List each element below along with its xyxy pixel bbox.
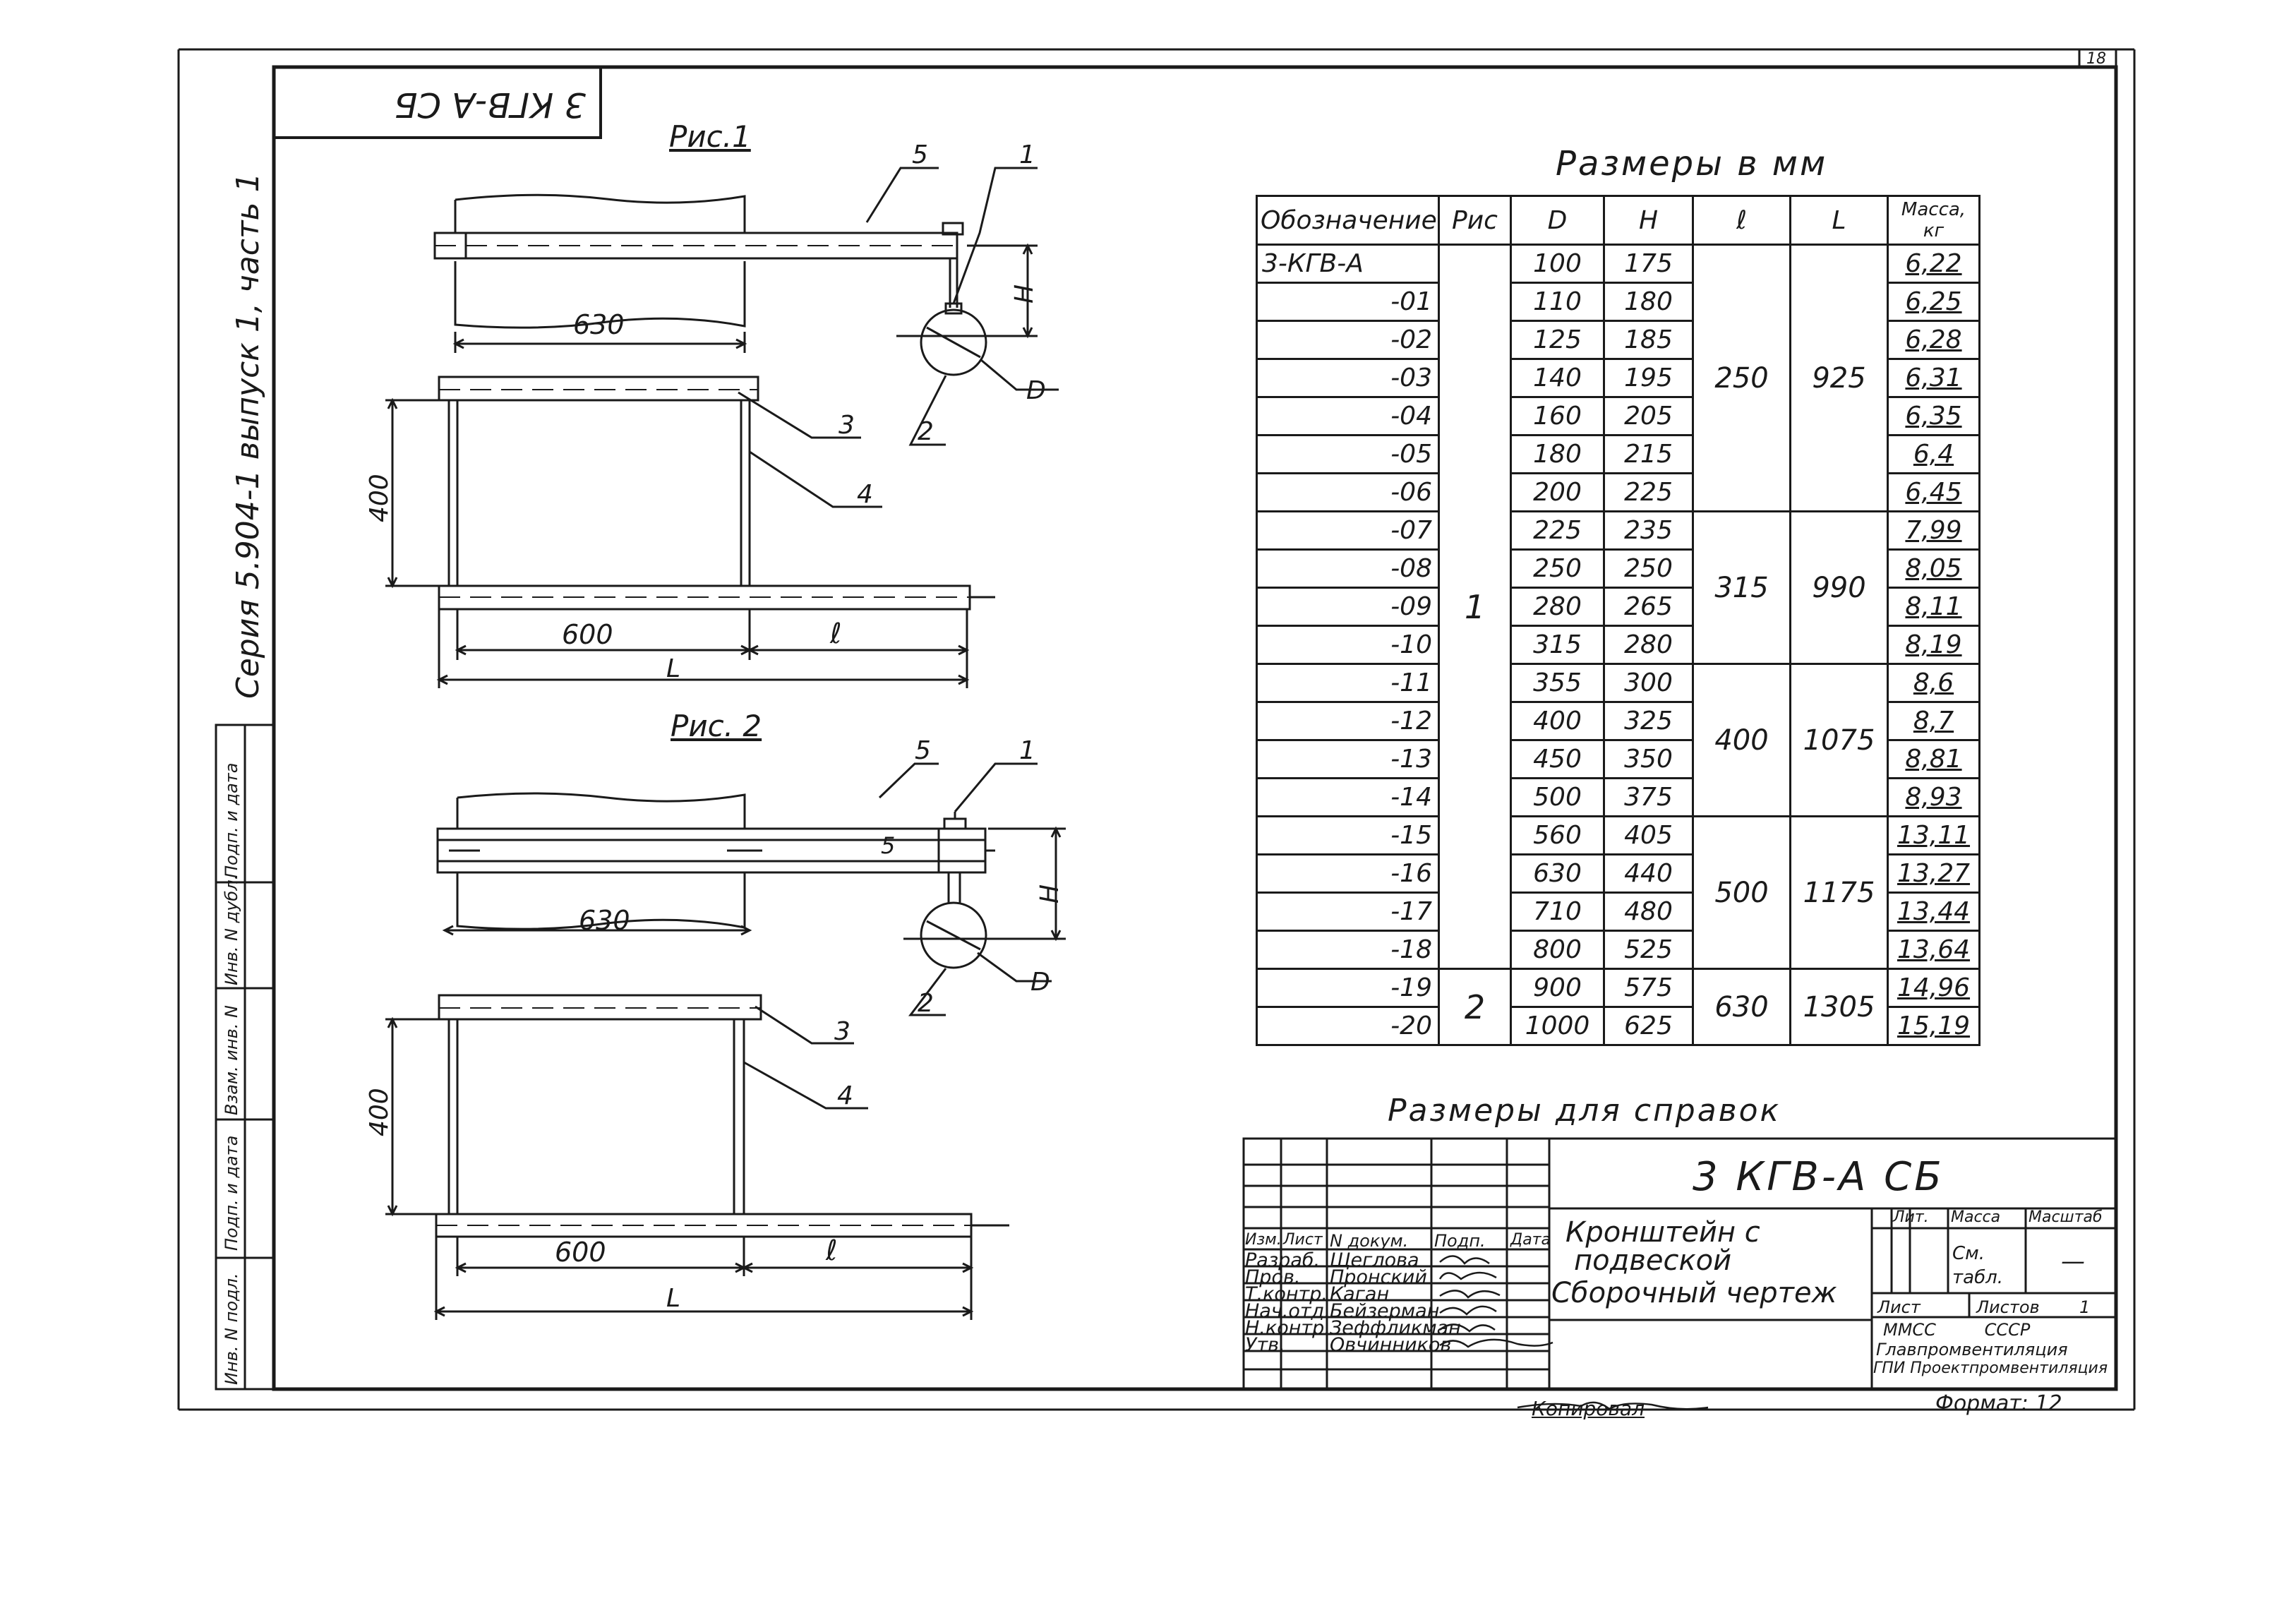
fig1-callout-3: 3	[839, 411, 855, 440]
fig1-callout-2: 2	[918, 417, 934, 446]
tb-name: Щеглова	[1330, 1249, 1419, 1271]
fig1-callout-4: 4	[857, 480, 873, 509]
cell-D: 900	[1511, 969, 1604, 1007]
cell-H: 195	[1604, 359, 1693, 397]
cell-code: -05	[1257, 436, 1439, 474]
col-header-fig: Рис	[1439, 196, 1511, 245]
tb-col-list: Лист	[1283, 1231, 1323, 1249]
cell-H: 405	[1604, 817, 1693, 855]
tb-sheets-label: Листов	[1976, 1297, 2040, 1317]
cell-D: 630	[1511, 855, 1604, 893]
cell-D: 125	[1511, 321, 1604, 359]
cell-D: 710	[1511, 893, 1604, 931]
cell-L: 925	[1791, 245, 1888, 512]
cell-l: 400	[1693, 664, 1791, 817]
cell-H: 250	[1604, 550, 1693, 588]
cell-D: 110	[1511, 283, 1604, 321]
col-header-H: H	[1604, 196, 1693, 245]
cell-H: 180	[1604, 283, 1693, 321]
fig2-callout-5-inline: 5	[881, 832, 896, 859]
cell-H: 375	[1604, 779, 1693, 817]
fig2-dim-600: 600	[555, 1237, 606, 1268]
tb-role: Т.контр.	[1245, 1283, 1328, 1305]
cell-D: 250	[1511, 550, 1604, 588]
cell-code: -17	[1257, 893, 1439, 931]
cell-D: 100	[1511, 245, 1604, 283]
fig2-dim-D: D	[1030, 968, 1050, 997]
title-block-name-line-3: Сборочный чертеж	[1551, 1277, 1837, 1309]
tb-name: Пронский	[1330, 1266, 1427, 1288]
rotated-stamp-code: 3 КГВ-А СБ	[394, 85, 586, 124]
tb-role: Пров.	[1245, 1266, 1301, 1288]
tb-org-line-2: Главпромвентиляция	[1876, 1340, 2068, 1359]
cell-code: -03	[1257, 359, 1439, 397]
cell-H: 215	[1604, 436, 1693, 474]
fig2-callout-4: 4	[837, 1081, 853, 1110]
cell-D: 200	[1511, 474, 1604, 512]
cell-mass: 8,81	[1888, 740, 1980, 779]
series-text: Серия 5.904-1 выпуск 1, часть 1	[230, 172, 266, 699]
fig1-callout-5: 5	[912, 140, 928, 169]
side-stamp-label-4: Инв. N дубл.	[222, 874, 241, 985]
tb-sheets-value: 1	[2079, 1297, 2091, 1317]
cell-D: 160	[1511, 397, 1604, 436]
fig2-dim-630: 630	[579, 905, 630, 936]
cell-D: 1000	[1511, 1007, 1604, 1045]
cell-H: 175	[1604, 245, 1693, 283]
cell-mass: 6,28	[1888, 321, 1980, 359]
cell-D: 280	[1511, 588, 1604, 626]
cell-code: -11	[1257, 664, 1439, 702]
cell-mass: 6,45	[1888, 474, 1980, 512]
cell-H: 625	[1604, 1007, 1693, 1045]
cell-mass: 14,96	[1888, 969, 1980, 1007]
cell-H: 350	[1604, 740, 1693, 779]
fig2-dim-400: 400	[365, 1088, 394, 1136]
cell-H: 525	[1604, 931, 1693, 969]
format-label: Формат: 12	[1935, 1391, 2062, 1416]
tb-role: Нач.отд.	[1245, 1300, 1330, 1322]
tb-name: Каган	[1330, 1283, 1390, 1305]
cell-D: 315	[1511, 626, 1604, 664]
cell-H: 205	[1604, 397, 1693, 436]
cell-D: 800	[1511, 931, 1604, 969]
tb-col-ndoc: N докум.	[1330, 1231, 1409, 1251]
fig2-dim-L: L	[666, 1284, 681, 1313]
cell-H: 280	[1604, 626, 1693, 664]
tb-name: Овчинников	[1330, 1334, 1452, 1356]
cell-L: 1305	[1791, 969, 1888, 1045]
cell-code: -14	[1257, 779, 1439, 817]
fig1-dim-400: 400	[365, 474, 394, 522]
col-header-L: L	[1791, 196, 1888, 245]
fig2-callout-3: 3	[834, 1017, 851, 1046]
tb-col-podp: Подп.	[1434, 1231, 1486, 1251]
side-stamp-label-1: Инв. N подл.	[222, 1273, 241, 1385]
tb-org-line-3: ГПИ Проектпромвентиляция	[1873, 1359, 2108, 1377]
tb-role: Утв.	[1245, 1334, 1285, 1356]
cell-H: 480	[1604, 893, 1693, 931]
cell-mass: 6,25	[1888, 283, 1980, 321]
cell-D: 225	[1511, 512, 1604, 550]
fig1-dim-600: 600	[562, 619, 613, 650]
cell-code: -10	[1257, 626, 1439, 664]
cell-mass: 8,93	[1888, 779, 1980, 817]
reference-note: Размеры для справок	[1388, 1093, 1781, 1129]
cell-code: -12	[1257, 702, 1439, 740]
cell-code: -18	[1257, 931, 1439, 969]
cell-D: 180	[1511, 436, 1604, 474]
cell-mass: 6,31	[1888, 359, 1980, 397]
tb-role: Н.контр.	[1245, 1317, 1330, 1339]
cell-mass: 13,27	[1888, 855, 1980, 893]
fig1-callout-1: 1	[1019, 140, 1035, 169]
tb-scale-label: Масштаб	[2028, 1208, 2103, 1226]
cell-code: -09	[1257, 588, 1439, 626]
cell-l: 630	[1693, 969, 1791, 1045]
col-header-mass: Масса, кг	[1888, 196, 1980, 245]
fig2-callout-5: 5	[915, 736, 931, 765]
cell-mass: 8,6	[1888, 664, 1980, 702]
cell-mass: 7,99	[1888, 512, 1980, 550]
cell-mass: 8,19	[1888, 626, 1980, 664]
cell-D: 450	[1511, 740, 1604, 779]
cell-code: -20	[1257, 1007, 1439, 1045]
side-stamp-label-3: Взам. инв. N	[222, 1005, 241, 1115]
cell-L: 1175	[1791, 817, 1888, 969]
cell-H: 575	[1604, 969, 1693, 1007]
cell-fig: 1	[1439, 245, 1511, 969]
cell-code: -04	[1257, 397, 1439, 436]
cell-H: 225	[1604, 474, 1693, 512]
cell-D: 500	[1511, 779, 1604, 817]
fig2-dim-l: ℓ	[826, 1235, 838, 1267]
cell-mass: 13,64	[1888, 931, 1980, 969]
cell-mass: 15,19	[1888, 1007, 1980, 1045]
cell-D: 140	[1511, 359, 1604, 397]
tb-name: Бейзерман	[1330, 1300, 1440, 1322]
cell-code: -07	[1257, 512, 1439, 550]
cell-code: -01	[1257, 283, 1439, 321]
tb-name: Зеффликман	[1330, 1317, 1461, 1339]
cell-l: 250	[1693, 245, 1791, 512]
fig2-title: Рис. 2	[671, 709, 762, 743]
cell-H: 265	[1604, 588, 1693, 626]
cell-code: -02	[1257, 321, 1439, 359]
col-header-designation: Обозначение	[1257, 196, 1439, 245]
tb-scale-value: —	[2061, 1247, 2085, 1275]
cell-code: -06	[1257, 474, 1439, 512]
tb-sheet-label: Лист	[1877, 1297, 1921, 1317]
title-block-name-line-2: подвеской	[1574, 1244, 1732, 1277]
fig2-callout-1: 1	[1019, 736, 1035, 765]
cell-mass: 6,22	[1888, 245, 1980, 283]
cell-code: -15	[1257, 817, 1439, 855]
cell-fig: 2	[1439, 969, 1511, 1045]
cell-L: 1075	[1791, 664, 1888, 817]
tb-mass-value: См. табл.	[1952, 1243, 2003, 1288]
cell-H: 300	[1604, 664, 1693, 702]
fig1-dim-l: ℓ	[830, 618, 842, 650]
cell-mass: 6,4	[1888, 436, 1980, 474]
table-title: Размеры в мм	[1556, 144, 1828, 184]
cell-D: 400	[1511, 702, 1604, 740]
cell-D: 355	[1511, 664, 1604, 702]
cell-H: 235	[1604, 512, 1693, 550]
title-block-name-line-1: Кронштейн с	[1565, 1216, 1760, 1249]
cell-code: -16	[1257, 855, 1439, 893]
cell-l: 500	[1693, 817, 1791, 969]
cell-code: 3-КГВ-А	[1257, 245, 1439, 283]
cell-H: 440	[1604, 855, 1693, 893]
fig2-callout-2: 2	[918, 989, 934, 1018]
col-header-D: D	[1511, 196, 1604, 245]
tb-col-izm: Изм.	[1245, 1231, 1282, 1249]
col-header-l: ℓ	[1693, 196, 1791, 245]
cell-H: 185	[1604, 321, 1693, 359]
cell-mass: 13,44	[1888, 893, 1980, 931]
cell-mass: 8,7	[1888, 702, 1980, 740]
cell-D: 560	[1511, 817, 1604, 855]
cell-code: -13	[1257, 740, 1439, 779]
fig1-dim-L: L	[666, 654, 681, 683]
fig2-dim-H: H	[1035, 884, 1064, 903]
tb-col-data: Дата	[1510, 1231, 1551, 1249]
tb-role: Разраб.	[1245, 1249, 1321, 1271]
side-stamp-label-5: Подп. и дата	[222, 762, 241, 878]
cell-code: -19	[1257, 969, 1439, 1007]
page-number: 18	[2086, 50, 2106, 68]
title-block-doc-code: 3 КГВ-А СБ	[1693, 1154, 1945, 1200]
cell-H: 325	[1604, 702, 1693, 740]
fig1-dim-630: 630	[573, 309, 625, 340]
cell-l: 315	[1693, 512, 1791, 664]
copied-label: Копировал	[1532, 1397, 1645, 1420]
side-stamp-label-2: Подп. и дата	[222, 1135, 241, 1251]
cell-mass: 8,11	[1888, 588, 1980, 626]
cell-mass: 13,11	[1888, 817, 1980, 855]
fig1-dim-D: D	[1026, 376, 1046, 405]
cell-L: 990	[1791, 512, 1888, 664]
cell-mass: 6,35	[1888, 397, 1980, 436]
tb-lit-label: Лит.	[1893, 1208, 1929, 1226]
tb-mass-label: Масса	[1951, 1208, 2001, 1226]
cell-code: -08	[1257, 550, 1439, 588]
tb-org-line-1: ММСС СССР	[1883, 1320, 2031, 1340]
fig1-title: Рис.1	[669, 119, 751, 154]
cell-mass: 8,05	[1888, 550, 1980, 588]
fig1-dim-H: H	[1010, 284, 1039, 304]
